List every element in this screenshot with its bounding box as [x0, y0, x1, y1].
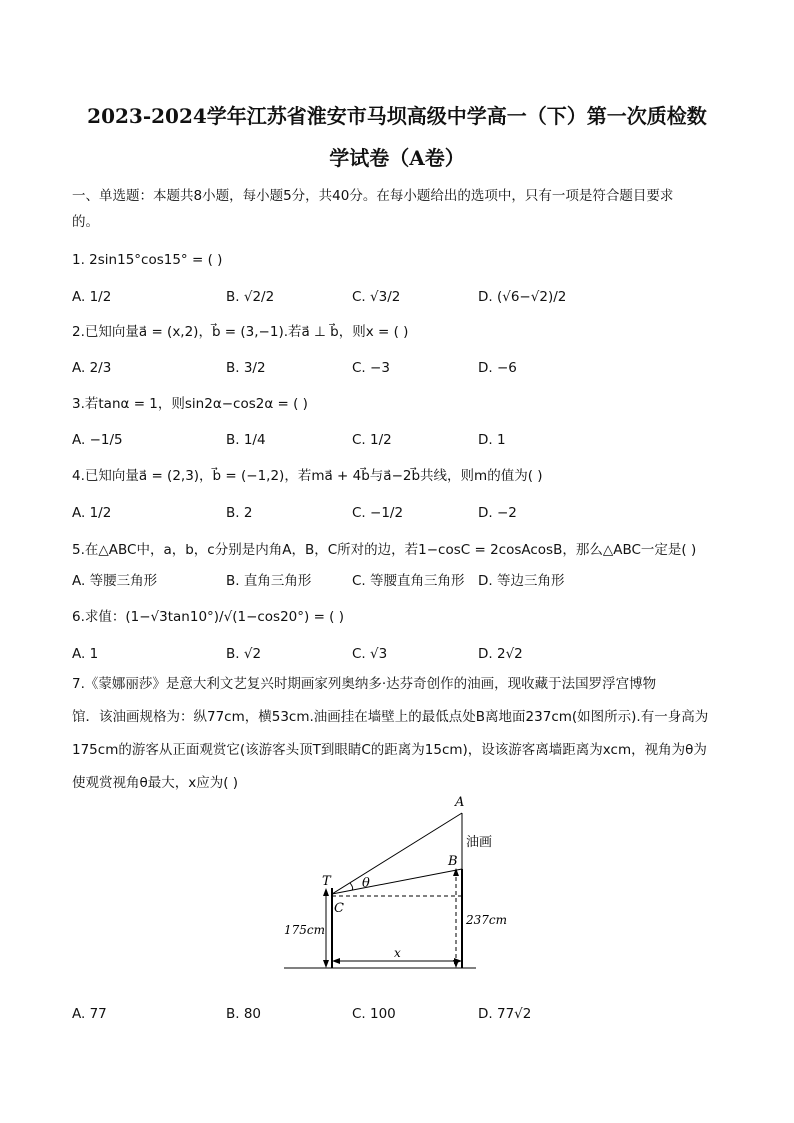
question-1-options — [72, 287, 752, 311]
question-6-stem: 6.求值：(1−√3tan10°)/√(1−cos20°) = ( ) — [72, 609, 345, 625]
q3-option-c: C. 1/2 — [352, 432, 392, 448]
section-intro-line2: 的。 — [72, 214, 99, 230]
question-3-stem: 3.若tanα = 1，则sin2α−cos2α = ( ) — [72, 396, 308, 412]
question-4-options — [72, 503, 752, 527]
q7-stem-line2: 馆．该油画规格为：纵77cm，横53cm.油画挂在墙壁上的最低点处B离地面237cm(如图所示).有一身高为 — [72, 709, 709, 725]
q7-stem-line1: 7.《蒙娜丽莎》是意大利文艺复兴时期画家列奥纳多·达芬奇创作的油画，现收藏于法国罗浮宫博物 — [72, 676, 657, 692]
arrow-175-top — [323, 888, 329, 896]
q3-option-a: A. −1/5 — [72, 432, 123, 448]
question-5-options — [72, 571, 752, 595]
q2-option-b: B. 3/2 — [226, 360, 266, 376]
section-intro — [72, 186, 732, 232]
exam-title-line2: 学试卷（A卷） — [329, 146, 465, 170]
q7-stem-line4: 使观赏视角θ最大，x应为( ) — [72, 775, 239, 791]
label-T: T — [322, 874, 331, 889]
section-intro-line1: 一、单选题：本题共8小题，每小题5分，共40分。在每小题给出的选项中，只有一项是符合题目要求 — [72, 188, 674, 204]
q7-option-c: C. 100 — [352, 1006, 396, 1022]
q3-option-b: B. 1/4 — [226, 432, 266, 448]
question-5-stem: 5.在△ABC中，a，b，c分别是内角A，B，C所对的边，若1−cosC = 2cosAcosB，那么△ABC一定是( ) — [72, 542, 697, 558]
label-237cm: 237cm — [466, 913, 508, 927]
q5-option-b: B. 直角三角形 — [226, 573, 312, 589]
label-x: x — [394, 946, 401, 960]
question-1-stem: 1. 2sin15°cos15° = ( ) — [72, 252, 223, 268]
q7-option-b: B. 80 — [226, 1006, 262, 1022]
label-A: A — [455, 795, 465, 810]
q2-option-a: A. 2/3 — [72, 360, 112, 376]
q1-option-d: D. (√6−√2)/2 — [478, 289, 567, 305]
label-B: B — [448, 854, 458, 869]
q6-option-d: D. 2√2 — [478, 646, 523, 662]
arrow-175-bottom — [323, 960, 329, 968]
question-6-options — [72, 644, 752, 668]
q7-option-d: D. 77√2 — [478, 1006, 532, 1022]
q7-option-a: A. 77 — [72, 1006, 107, 1022]
q6-option-b: B. √2 — [226, 646, 262, 662]
question-2-stem: 2.已知向量a⃗ = (x,2)，b⃗ = (3,−1).若a⃗ ⊥ b⃗，则x = ( ) — [72, 324, 409, 340]
exam-title-line1: 2023-2024学年江苏省淮安市马坝高级中学高一（下）第一次质检数 — [87, 104, 707, 128]
q6-option-a: A. 1 — [72, 646, 99, 662]
q4-option-b: B. 2 — [226, 505, 253, 521]
q1-option-a: A. 1/2 — [72, 289, 112, 305]
label-painting: 油画 — [466, 835, 493, 850]
question-3-options — [72, 430, 752, 454]
q2-option-c: C. −3 — [352, 360, 390, 376]
q1-option-c: C. √3/2 — [352, 289, 401, 305]
arrow-x-left — [332, 958, 340, 964]
q4-option-a: A. 1/2 — [72, 505, 112, 521]
question-4-stem: 4.已知向量a⃗ = (2,3)，b⃗ = (−1,2)，若ma⃗ + 4b⃗与a⃗−2b⃗共线，则m的值为( ) — [72, 468, 543, 484]
q6-option-c: C. √3 — [352, 646, 388, 662]
q7-stem-line3: 175cm的游客从正面观赏它(该游客头顶T到眼睛C的距离为15cm)，设该游客离墙距离为xcm，视角为θ为 — [72, 742, 707, 758]
q5-option-a: A. 等腰三角形 — [72, 573, 158, 589]
q5-option-d: D. 等边三角形 — [478, 573, 565, 589]
arrow-x-right — [454, 958, 462, 964]
question-7-options — [72, 1004, 752, 1028]
arrow-237-top — [453, 868, 459, 876]
mona-lisa-viewing-diagram — [270, 790, 508, 980]
q1-option-b: B. √2/2 — [226, 289, 275, 305]
q3-option-d: D. 1 — [478, 432, 506, 448]
q4-option-d: D. −2 — [478, 505, 517, 521]
label-theta: θ — [362, 876, 370, 891]
question-7-stem — [72, 668, 732, 800]
q2-option-d: D. −6 — [478, 360, 517, 376]
q4-option-c: C. −1/2 — [352, 505, 404, 521]
label-C: C — [334, 901, 344, 916]
q5-option-c: C. 等腰直角三角形 — [352, 573, 465, 589]
question-2-options — [72, 358, 752, 382]
theta-arc — [350, 883, 353, 890]
label-175cm: 175cm — [284, 923, 326, 937]
